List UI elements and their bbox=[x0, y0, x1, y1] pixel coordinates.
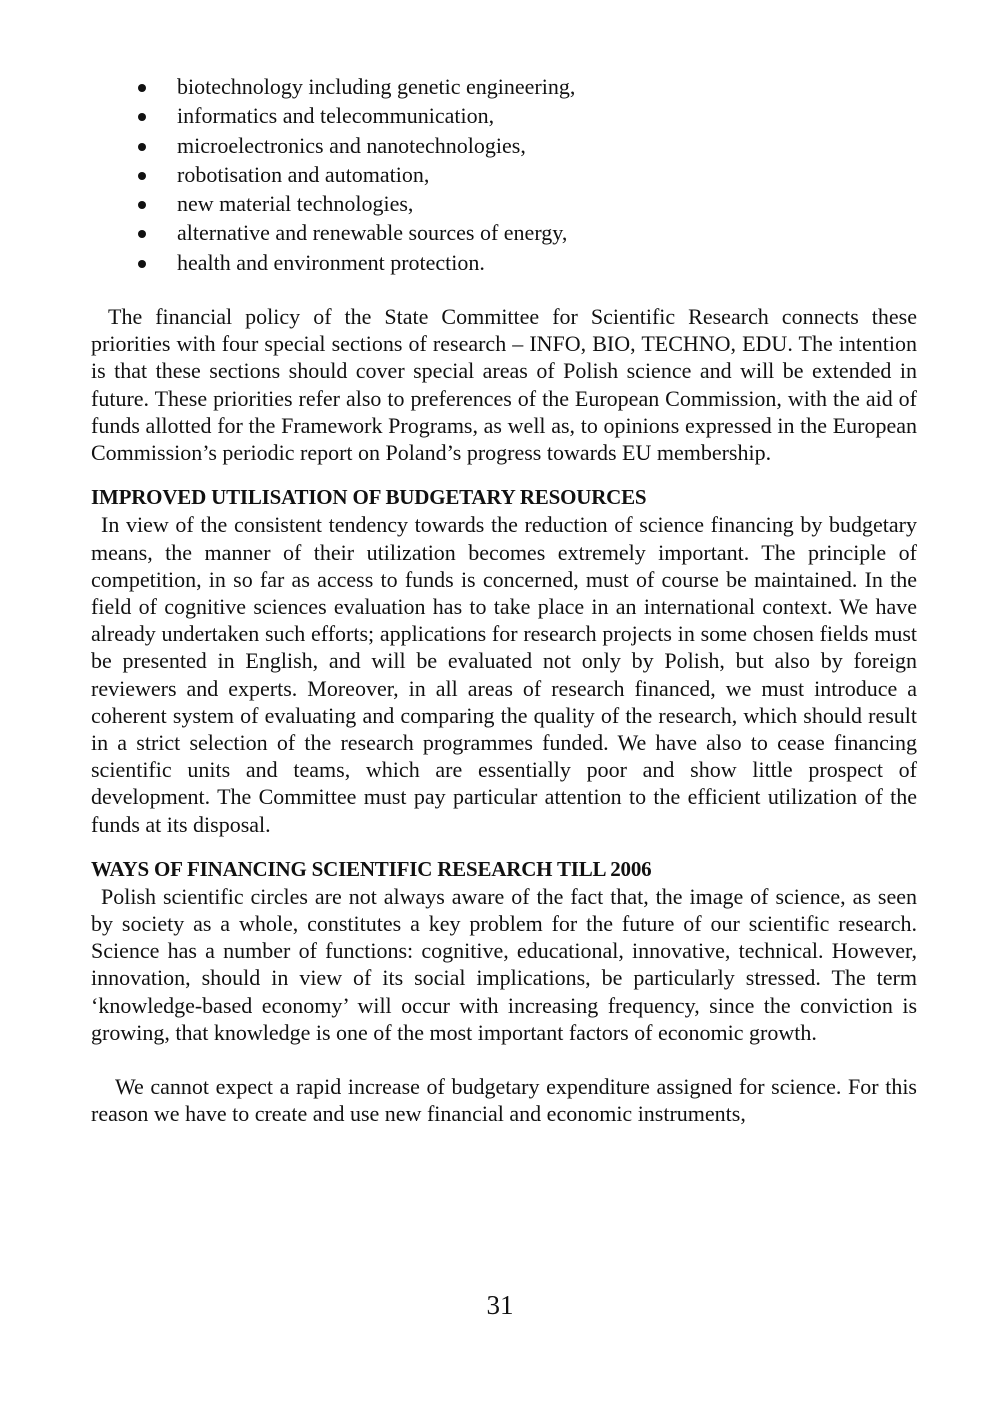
list-item: informatics and telecommunication, bbox=[91, 101, 917, 130]
priority-list bbox=[91, 72, 917, 277]
section-heading-financing: WAYS OF FINANCING SCIENTIFIC RESEARCH TILL 2006 bbox=[91, 856, 652, 881]
paragraph-financing: Polish scientific circles are not always aware of the fact that, the image of science, as seen by society as a whole, constitutes a key problem for the future of our scientific research. Science has a number of functions: cognitive, educational, innovative, technical. However, innovation, should in view of its social implications, be particularly stressed. The term ‘knowledge-based economy’ will occur with increasing frequency, since the conviction is growing, that knowledge is one of the most important factors of economic growth. bbox=[91, 883, 917, 1045]
list-item: microelectronics and nanotechnologies, bbox=[91, 131, 917, 160]
list-item: robotisation and automation, bbox=[91, 160, 917, 189]
bullet-icon bbox=[138, 113, 146, 121]
paragraph-financial-policy: The financial policy of the State Committee for Scientific Research connects these priorities with four special sections of research – INFO, BIO, TECHNO, EDU. The intention is that these sections should cover special areas of Polish science and will be extended in future. These priorities refer also to preferences of the European Commission, with the aid of funds allotted for the Framework Programs, as well as, to opinions expressed in the European Commission’s periodic report on Poland’s progress towards EU membership. bbox=[91, 304, 917, 466]
paragraph-budgetary: In view of the consistent tendency towards the reduction of science financing by budgetary means, the manner of their utilization becomes extremely important. The principle of competition, in so far as access to funds is concerned, must of course be maintained. In the field of cognitive sciences evaluation has to take place in an international context. We have already undertaken such efforts; applications for research projects in some chosen fields must be presented in English, and will be evaluated not only by Polish, but also by foreign reviewers and experts. Moreover, in all areas of research financed, we must introduce a coherent system of evaluating and comparing the quality of the research, which should result in a strict selection of the research programmes funded. We have also to cease financing scientific units and teams, which are essentially poor and show little prospect of development. The Committee must pay particular attention to the efficient utilization of the funds at its disposal. bbox=[91, 512, 917, 837]
bullet-icon bbox=[138, 230, 146, 238]
list-item: alternative and renewable sources of energy, bbox=[91, 218, 917, 247]
bullet-icon bbox=[138, 260, 146, 268]
paragraph-financing-2: We cannot expect a rapid increase of budgetary expenditure assigned for science. For this reason we have to create and use new financial and economic instruments, bbox=[91, 1073, 917, 1127]
bullet-icon bbox=[138, 201, 146, 209]
section-heading-budgetary: IMPROVED UTILISATION OF BUDGETARY RESOURCES bbox=[91, 485, 647, 510]
list-item: biotechnology including genetic engineering, bbox=[91, 72, 917, 101]
page-number: 31 bbox=[486, 1290, 514, 1320]
bullet-icon bbox=[138, 172, 146, 180]
bullet-icon bbox=[138, 84, 146, 92]
list-item: new material technologies, bbox=[91, 189, 917, 218]
bullet-icon bbox=[138, 143, 146, 151]
list-item: health and environment protection. bbox=[91, 248, 917, 277]
document-page bbox=[91, 72, 917, 1127]
